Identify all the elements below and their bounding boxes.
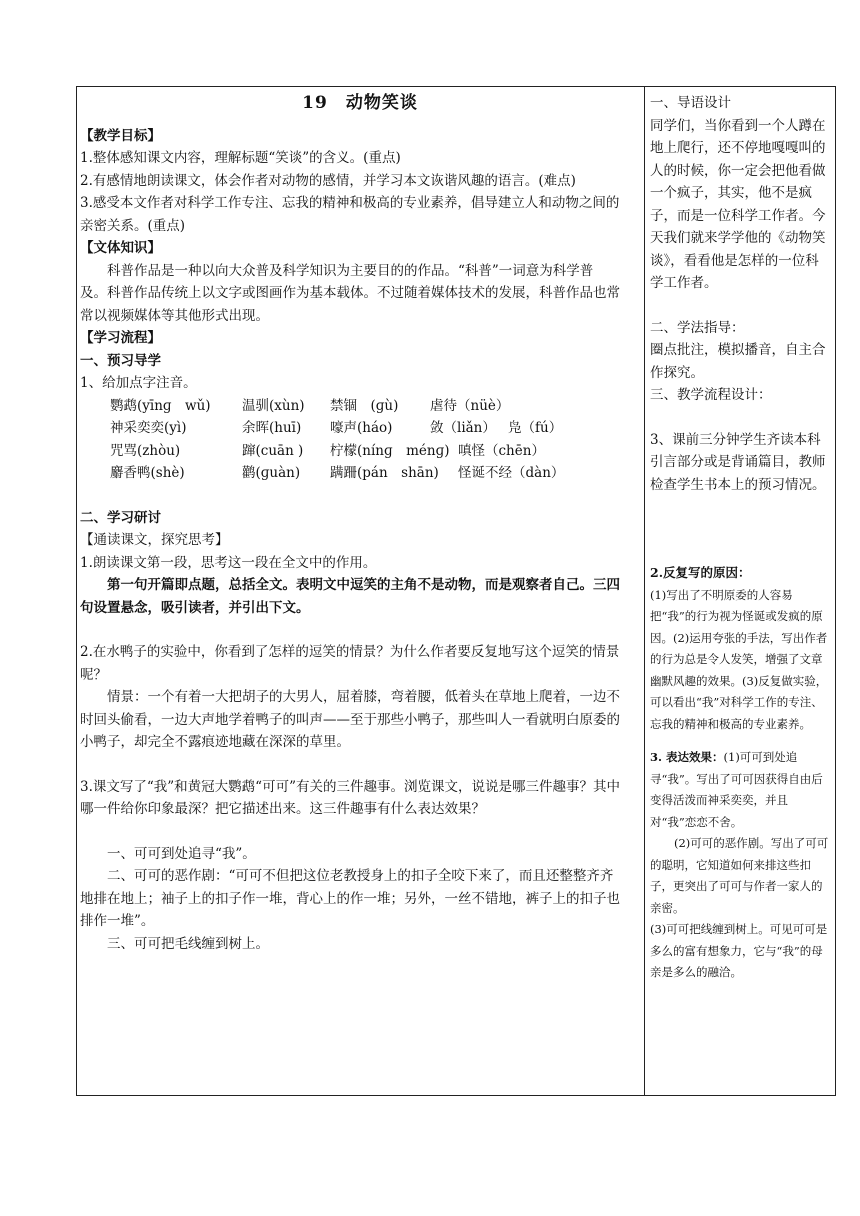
pinyin-item: 凫（fú）	[508, 420, 563, 436]
pinyin-row	[80, 417, 620, 440]
effect-item-2: (2)可可的恶作剧。写出了可可的聪明，它知道如何来排这些扣子，更突出了可可与作者一家人的亲密。	[650, 836, 829, 915]
pinyin-item: 虐待（nüè）	[430, 397, 510, 414]
question-3: 3.课文写了“我”和黄冠大鹦鹉“可可”有关的三件趣事。浏览课文，说说是哪三件趣事？其中哪一件给你印象最深？把它描述出来。这三件趣事有什么表达效果？	[80, 778, 620, 817]
side-column	[650, 92, 832, 984]
pinyin-row	[80, 395, 620, 418]
question-2: 2.在水鸭子的实验中，你看到了怎样的逗笑的情景？为什么作者要反复地写这个逗笑的情景呢？	[80, 644, 620, 683]
objective-item: 1.整体感知课文内容，理解标题“笑谈”的含义。(重点)	[80, 150, 401, 166]
effect-text-1: (1)可可到处追寻“我”。写出了可可因获得自由后变得活泼而神采奕奕，并且对“我”恋恋不舍。	[650, 750, 823, 829]
section-preview: 一、预习导学	[80, 352, 161, 369]
objective-item: 3.感受本文作者对科学工作专注、忘我的精神和极高的专业素养，倡导建立人和动物之间的亲密关系。(重点)	[80, 195, 620, 234]
pinyin-item: 柠檬(nínɡ ménɡ)	[330, 442, 450, 459]
study-subheading: 【通读课文，探究思考】	[80, 532, 229, 548]
answer-3-item: 三、可可把毛线缠到树上。	[107, 935, 269, 952]
pinyin-item: 嗔怪（chēn）	[458, 442, 545, 459]
pinyin-row	[80, 440, 620, 463]
pinyin-item: 蹒跚(pán shān)	[330, 465, 439, 481]
pinyin-item: 蹿(cuān )	[242, 442, 304, 459]
pinyin-item: 余晖(huī)	[242, 420, 302, 436]
guide-heading: 一、导语设计	[650, 95, 731, 111]
column-divider	[644, 87, 645, 1095]
effect-item-3: (3)可可把线缠到树上。可见可可是多么的富有想象力，它与“我”的母亲是多么的融洽。	[650, 922, 828, 979]
process-heading: 三、教学流程设计：	[650, 387, 772, 403]
method-heading: 二、学法指导：	[650, 319, 745, 336]
task-pinyin: 1、给加点字注音。	[80, 375, 197, 391]
pinyin-item: 敛（liǎn）	[430, 420, 496, 436]
flow-heading: 【学习流程】	[80, 330, 161, 346]
objective-item: 2.有感情地朗读课文，体会作者对动物的感情，并学习本文诙谐风趣的语言。(难点)	[80, 172, 576, 189]
lesson-title: 19 动物笑谈	[302, 93, 418, 113]
pinyin-item: 鹳(ɡuàn)	[242, 465, 301, 481]
method-text: 圈点批注，模拟播音，自主合作探究。	[650, 342, 826, 381]
answer-2: 情景：一个有着一大把胡子的大男人，屈着膝，弯着腰，低着头在草地上爬着，一边不时回头偷看，一边大声地学着鸭子的叫声——至于那些小鸭子，那些叫人一看就明白原委的小鸭子，却完全不露痕迹地藏在深深的草里。	[80, 689, 620, 750]
answer-1: 第一句开篇即点题，总括全文。表明文中逗笑的主角不是动物，而是观察者自己。三四句设置悬念，吸引读者，并引出下文。	[80, 577, 620, 616]
pinyin-item: 神采奕奕(yì)	[110, 420, 187, 436]
genre-text: 科普作品是一种以向大众普及科学知识为主要目的的作品。“科普”一词意为科学普及。科普作品传统上以文字或图画作为基本载体。不过随着媒体技术的发展，科普作品也常常以视频媒体等其他形式出现。	[80, 262, 620, 324]
process-text: 3、课前三分钟学生齐读本科引言部分或是背诵篇目，教师检查学生书本上的预习情况。	[650, 431, 826, 493]
answer-3-item: 二、可可的恶作剧：“可可不但把这位老教授身上的扣子全咬下来了，而且还整整齐齐地排在地上；袖子上的扣子作一堆，背心上的作一堆；另外，一丝不错地，裤子上的扣子也排作一堆”。	[80, 868, 620, 929]
pinyin-item: 温驯(xùn)	[242, 397, 305, 414]
reason-heading: 2.反复写的原因：	[650, 565, 751, 580]
pinyin-item: 禁锢 (ɡù)	[330, 397, 399, 414]
answer-3-item: 一、可可到处追寻“我”。	[107, 845, 256, 862]
genre-heading: 【文体知识】	[80, 240, 161, 256]
main-column	[80, 92, 620, 955]
effect-label: 3. 表达效果：	[650, 750, 724, 764]
pinyin-row	[80, 462, 620, 485]
pinyin-item: 鹦鹉(yīnɡ wǔ)	[110, 397, 211, 414]
pinyin-item: 麝香鸭(shè)	[110, 465, 185, 481]
section-study: 二、学习研讨	[80, 509, 161, 526]
reason-text: (1)写出了不明原委的人容易把“我”的行为视为怪诞或发疯的原因。(2)运用夸张的手法，写出作者的行为总是令人发笑，增强了文章幽默风趣的效果。(3)反复做实验，可以看出“我”对科学工作的专注、忘我的精神和极高的专业素养。	[650, 587, 828, 731]
pinyin-item: 嚎声(háo)	[330, 420, 393, 436]
guide-text: 同学们，当你看到一个人蹲在地上爬行，还不停地嘎嘎叫的人的时候，你一定会把他看做一个疯子，其实，他不是疯子，而是一位科学工作者。今天我们就来学学他的《动物笑谈》，看看他是怎样的一位科学工作者。	[650, 117, 826, 291]
pinyin-item: 咒骂(zhòu)	[110, 442, 181, 459]
pinyin-item: 怪诞不经（dàn）	[458, 465, 565, 481]
effect-item-1	[650, 747, 832, 833]
objectives-heading: 【教学目标】	[80, 127, 161, 144]
question-1: 1.朗读课文第一段，思考这一段在全文中的作用。	[80, 554, 377, 571]
